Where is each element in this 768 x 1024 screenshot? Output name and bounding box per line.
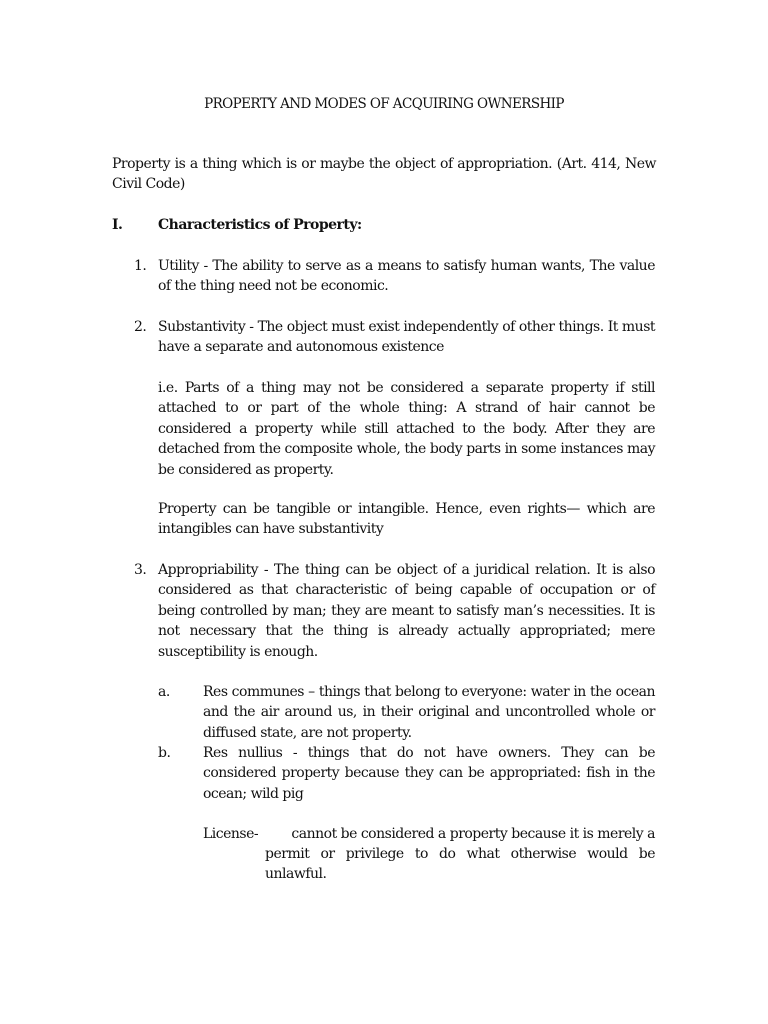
section-number: I.	[112, 217, 123, 233]
item-2-paragraph-example: i.e. Parts of a thing may not be considered a separate property if still attached to or part of the whole thing: A strand of hair cannot be considered a property while still attached to the body. After they are detached from the composite whole, the body parts in some instances may be considered as property.	[158, 380, 655, 478]
subitem-b-letter: b.	[158, 745, 171, 761]
item-3-text: Appropriability - The thing can be object of a juridical relation. It is also considered as that characteristic of being capable of occupation or of being controlled by man; they are meant to satisfy man’s necessities. It is not necessary that the thing is already actually appropriated; mere susceptibility is enough.	[158, 562, 655, 660]
license-term: License-	[203, 826, 259, 842]
license-first-line: cannot be considered a property because it is merely a	[291, 826, 655, 842]
section-heading: Characteristics of Property:	[158, 217, 362, 233]
license-rest: permit or privilege to do what otherwise would be unlawful.	[265, 846, 655, 883]
item-2-text: Substantivity - The object must exist independently of other things. It must have a separate and autonomous existence	[158, 319, 655, 356]
intro-paragraph: Property is a thing which is or maybe the object of appropriation. (Art. 414, New Civil Code)	[112, 156, 656, 193]
item-2-number: 2.	[134, 319, 147, 335]
document-title: PROPERTY AND MODES OF ACQUIRING OWNERSHIP	[204, 96, 564, 112]
item-2-paragraph-tangible: Property can be tangible or intangible. Hence, even rights— which are intangibles can have substantivity	[158, 501, 655, 538]
item-1-text: Utility - The ability to serve as a means to satisfy human wants, The value of the thing need not be economic.	[158, 258, 655, 295]
subitem-b-text: Res nullius - things that do not have owners. They can be considered property because they can be appropriated: fish in the ocean; wild pig	[203, 745, 655, 802]
item-3-number: 3.	[134, 562, 147, 578]
item-1-number: 1.	[134, 258, 147, 274]
subitem-a-text: Res communes – things that belong to everyone: water in the ocean and the air around us, in their original and uncontrolled whole or diffused state, are not property.	[203, 684, 655, 741]
subitem-a-letter: a.	[158, 684, 170, 700]
